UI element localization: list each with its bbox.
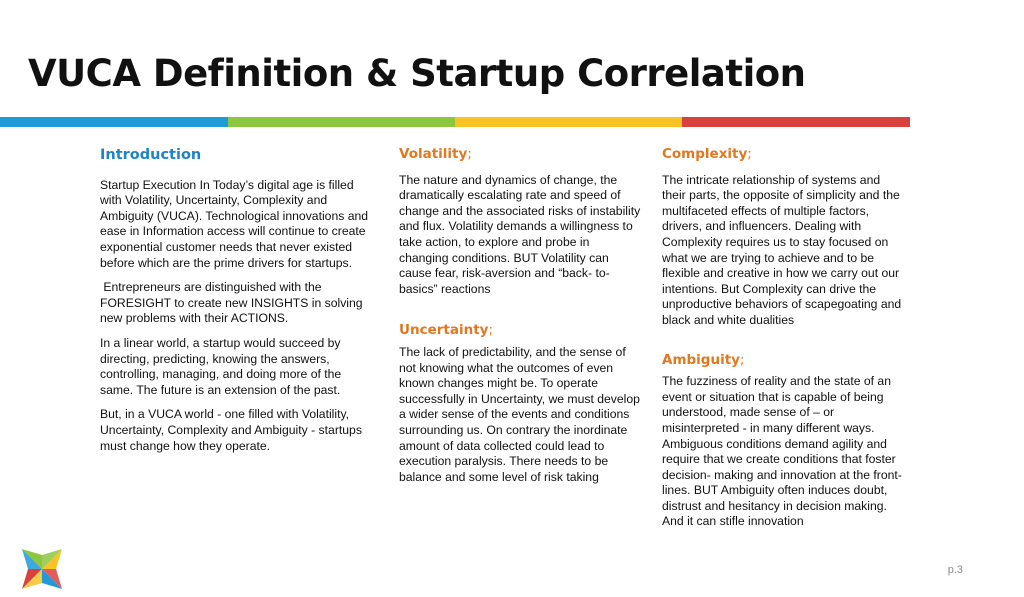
slide-title: VUCA Definition & Startup Correlation	[28, 52, 806, 95]
uncertainty-text: The lack of predictability, and the sense of not knowing what the outcomes of even known changes might be. To operate successfully in Uncertainty, we must develop a wider sense of the events and conditions surrounding us. On contrary the inordinate amount of data collected could lead to execution paralysis. There needs to be balance and some level of risk taking	[399, 344, 640, 484]
intro-paragraph-2: Entrepreneurs are distinguished with the FORESIGHT to create new INSIGHTS in solving new problems with their ACTIONS.	[100, 280, 366, 326]
intro-paragraph-3: In a linear world, a startup would succeed by directing, predicting, knowing the answers, controlling, managing, and doing more of the same. The future is an extension of the past.	[100, 335, 342, 397]
volatility-heading	[399, 147, 641, 163]
intro-paragraph-1: Startup Execution In Today’s digital age is filled with Volatility, Uncertainty, Complexity and Ambiguity (VUCA). Technological innovations and ease in Information access will continue to create exponential customer needs that never existed before which are the prime drivers for startups.	[100, 177, 369, 270]
band-segment-red	[682, 117, 910, 127]
band-segment-blue	[0, 117, 228, 127]
complexity-heading	[662, 147, 906, 163]
band-segment-yellow	[455, 117, 682, 127]
page-number: p.3	[947, 564, 963, 576]
uncertainty-heading	[399, 323, 641, 339]
volatility-heading-text: Volatility	[399, 146, 468, 162]
introduction-column	[100, 148, 376, 463]
pinwheel-logo-icon	[18, 545, 66, 593]
volatility-text: The nature and dynamics of change, the dramatically escalating rate and speed of change and the associated risks of instability and flux. Volatility demands a willingness to take action, to explore and probe in changing conditions. BUT Volatility can cause fear, risk-aversion and “back- to- basics” reactions	[399, 172, 641, 296]
complexity-heading-text: Complexity	[662, 146, 748, 162]
ambiguity-heading	[662, 353, 906, 369]
complexity-heading-suffix: ;	[747, 146, 752, 162]
complexity-ambiguity-column	[662, 147, 906, 539]
introduction-heading: Introduction	[100, 147, 202, 163]
volatility-uncertainty-column	[399, 147, 641, 494]
complexity-text: The intricate relationship of systems and their parts, the opposite of simplicity and the multifaceted effects of multiple factors, drivers, and influencers. Dealing with Complexity requires us to stay focused on what we are trying to achieve and to be flexible and creative in how we carry out our intentions. But Complexity can drive the unproductive behaviors of scapegoating and black and white dualities	[662, 172, 902, 327]
uncertainty-heading-suffix: ;	[488, 322, 494, 339]
ambiguity-heading-text: Ambiguity	[662, 351, 740, 368]
ambiguity-text: The fuzziness of reality and the state of an event or situation that is capable of being understood, made sense of – or misinterpreted - in many different ways. Ambiguous conditions demand agility and require that we create conditions that foster decision- making and innovation at the front- lines. BUT Ambiguity often induces doubt, distrust and hesitancy in decision making. And it can stifle innovation	[662, 374, 902, 529]
uncertainty-heading-text: Uncertainty	[399, 322, 489, 339]
ambiguity-heading-suffix: ;	[739, 351, 745, 368]
band-segment-green	[228, 117, 455, 127]
intro-paragraph-4: But, in a VUCA world - one filled with Volatility, Uncertainty, Complexity and Ambiguity - startups must change how they operate.	[100, 407, 362, 453]
color-band	[0, 117, 910, 127]
volatility-heading-suffix: ;	[467, 146, 472, 162]
